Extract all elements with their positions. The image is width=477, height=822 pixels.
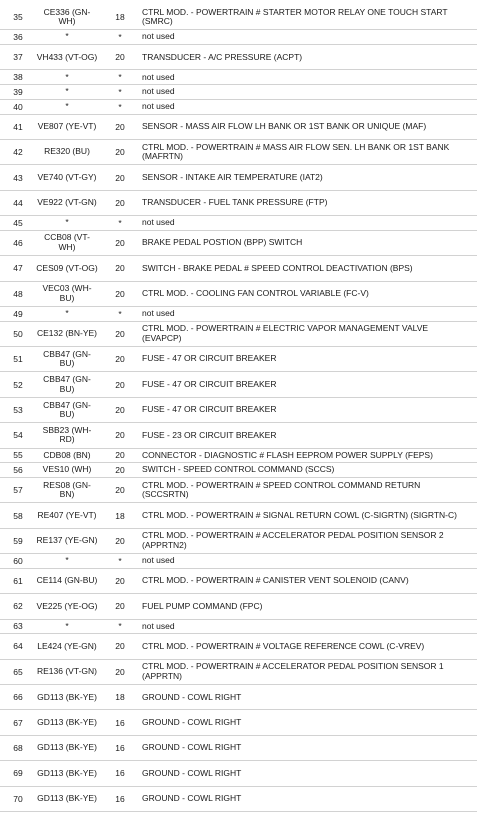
pin-number-cell: 59 <box>13 535 23 546</box>
circuit-function-cell: GROUND - COWL RIGHT <box>142 742 242 753</box>
circuit-function-cell: TRANSDUCER - A/C PRESSURE (ACPT) <box>142 51 303 62</box>
circuit-cell: RES08 (GN-BN) <box>43 479 91 500</box>
circuit-cell: LE424 (YE-GN) <box>37 640 97 651</box>
circuit-function-cell: FUSE - 23 OR CIRCUIT BREAKER <box>142 429 277 440</box>
table-row <box>0 372 477 397</box>
pin-number-cell: 36 <box>13 32 23 43</box>
circuit-function-cell: not used <box>142 308 175 319</box>
wire-gauge-cell: 18 <box>115 12 125 23</box>
pin-number-cell: 56 <box>13 465 23 476</box>
table-row <box>0 282 477 307</box>
table-row <box>0 685 477 710</box>
table-row <box>0 423 477 448</box>
circuit-function-cell: CTRL MOD. - POWERTRAIN # ACCELERATOR PEDAL POSITION SENSOR 1 (APPRTN) <box>142 661 444 681</box>
circuit-cell: RE407 (YE-VT) <box>37 509 97 520</box>
table-row <box>0 100 477 115</box>
circuit-cell: CBB47 (GN-BU) <box>43 399 91 419</box>
circuit-function-cell: FUSE - 47 OR CIRCUIT BREAKER <box>142 378 277 389</box>
wire-gauge-cell: 16 <box>115 793 125 804</box>
circuit-cell: GD113 (BK-YE) <box>37 742 97 753</box>
table-row <box>0 478 477 503</box>
circuit-cell: CBB47 (GN-BU) <box>43 348 91 369</box>
circuit-cell: GD113 (BK-YE) <box>37 793 97 804</box>
circuit-cell: SBB23 (WH-RD) <box>42 424 92 445</box>
circuit-function-cell: CTRL MOD. - POWERTRAIN # ELECTRIC VAPOR MANAGEMENT VALVE (EVAPCP) <box>142 323 429 343</box>
wire-gauge-cell: 20 <box>115 405 125 415</box>
table-row <box>0 554 477 569</box>
circuit-cell: GD113 (BK-YE) <box>37 691 97 702</box>
circuit-cell: CDB08 (BN) <box>43 449 91 460</box>
pin-number-cell: 43 <box>13 172 23 183</box>
wire-gauge-cell: 20 <box>115 354 125 365</box>
table-row <box>0 307 477 322</box>
wire-gauge-cell: 20 <box>115 641 125 652</box>
wire-gauge-cell: 16 <box>115 743 125 754</box>
wire-gauge-cell: * <box>118 621 122 632</box>
circuit-cell: RE136 (VT-GN) <box>37 666 97 677</box>
table-row <box>0 191 477 216</box>
circuit-function-cell: not used <box>142 86 175 97</box>
wire-gauge-cell: 20 <box>115 450 125 461</box>
table-row <box>0 45 477 70</box>
pin-number-cell: 35 <box>13 12 23 23</box>
circuit-cell: VES10 (WH) <box>42 464 92 475</box>
circuit-cell: RE137 (YE-GN) <box>36 535 98 546</box>
table-row <box>0 30 477 45</box>
circuit-cell: * <box>65 100 69 111</box>
circuit-function-cell: GROUND - COWL RIGHT <box>142 691 242 702</box>
circuit-function-cell: CONNECTOR - DIAGNOSTIC # FLASH EEPROM POWER SUPPLY (FEPS) <box>142 449 433 460</box>
wire-gauge-cell: 16 <box>115 717 125 728</box>
table-row <box>0 115 477 140</box>
pin-number-cell: 52 <box>13 379 23 390</box>
circuit-cell: * <box>65 86 69 97</box>
circuit-function-cell: CTRL MOD. - POWERTRAIN # SPEED CONTROL COMMAND RETURN (SCCSRTN) <box>142 479 421 500</box>
wire-gauge-cell: 20 <box>115 535 125 546</box>
circuit-function-cell: CTRL MOD. - POWERTRAIN # ACCELERATOR PEDAL POSITION SENSOR 2 (APPRTN2) <box>142 530 444 550</box>
circuit-cell: * <box>65 217 69 228</box>
pin-number-cell: 63 <box>13 621 23 632</box>
pin-number-cell: 66 <box>13 692 23 703</box>
pin-number-cell: 60 <box>13 555 23 566</box>
pin-number-cell: 44 <box>13 197 23 208</box>
table-row <box>0 5 477 30</box>
wire-gauge-cell: * <box>118 555 122 566</box>
wire-gauge-cell: 20 <box>115 197 125 208</box>
wire-gauge-cell: 20 <box>115 379 125 390</box>
wire-gauge-cell: 20 <box>115 52 125 63</box>
pin-number-cell: 53 <box>13 405 23 415</box>
pin-number-cell: 55 <box>13 450 23 461</box>
circuit-cell: CE132 (BN-YE) <box>37 328 97 339</box>
wire-gauge-cell: 18 <box>115 510 125 521</box>
pin-number-cell: 51 <box>13 354 23 365</box>
pin-number-cell: 70 <box>13 793 23 804</box>
table-row <box>0 660 477 685</box>
circuit-function-cell: FUSE - 47 OR CIRCUIT BREAKER <box>142 404 277 415</box>
circuit-cell: GD113 (BK-YE) <box>37 716 97 727</box>
circuit-function-cell: SWITCH - BRAKE PEDAL # SPEED CONTROL DEACTIVATION (BPS) <box>142 262 413 273</box>
wire-gauge-cell: * <box>118 72 122 83</box>
table-row <box>0 736 477 761</box>
pin-number-cell: 67 <box>13 717 23 728</box>
pin-number-cell: 46 <box>13 237 23 248</box>
circuit-cell: VE807 (YE-VT) <box>37 120 97 131</box>
pin-number-cell: 69 <box>13 768 23 779</box>
table-row <box>0 322 477 347</box>
table-row <box>0 347 477 372</box>
circuit-function-cell: FUEL PUMP COMMAND (FPC) <box>142 600 263 611</box>
wire-gauge-cell: 20 <box>115 485 125 496</box>
wire-gauge-cell: 20 <box>115 288 125 299</box>
circuit-cell: VE922 (VT-GN) <box>37 197 97 208</box>
pin-number-cell: 54 <box>13 430 23 441</box>
table-row <box>0 85 477 100</box>
circuit-cell: VE225 (YE-OG) <box>36 600 98 611</box>
wire-gauge-cell: 20 <box>115 172 125 183</box>
table-row <box>0 594 477 619</box>
pin-number-cell: 38 <box>13 72 23 83</box>
wire-gauge-cell: 20 <box>115 430 125 441</box>
table-row <box>0 449 477 464</box>
wire-gauge-cell: 20 <box>115 576 125 587</box>
pin-number-cell: 50 <box>13 328 23 339</box>
table-row <box>0 216 477 231</box>
circuit-cell: * <box>65 555 69 566</box>
pin-number-cell: 39 <box>13 87 23 97</box>
pin-number-cell: 61 <box>13 576 23 587</box>
wire-gauge-cell: 20 <box>115 237 125 248</box>
circuit-cell: * <box>65 308 69 319</box>
circuit-cell: VH433 (VT-OG) <box>36 51 98 62</box>
circuit-function-cell: BRAKE PEDAL POSTION (BPP) SWITCH <box>142 237 303 248</box>
table-row <box>0 231 477 256</box>
wire-gauge-cell: 16 <box>115 768 125 779</box>
circuit-function-cell: CTRL MOD. - POWERTRAIN # VOLTAGE REFERENCE COWL (C-VREV) <box>142 640 425 651</box>
circuit-function-cell: GROUND - COWL RIGHT <box>142 716 242 727</box>
circuit-function-cell: CTRL MOD. - POWERTRAIN # CANISTER VENT SOLENOID (CANV) <box>142 575 409 586</box>
circuit-function-cell: SENSOR - MASS AIR FLOW LH BANK OR 1ST BANK OR UNIQUE (MAF) <box>142 120 427 131</box>
circuit-function-cell: not used <box>142 71 175 82</box>
table-row <box>0 710 477 735</box>
pin-number-cell: 62 <box>13 601 23 612</box>
circuit-function-cell: GROUND - COWL RIGHT <box>142 767 242 778</box>
circuit-cell: CE336 (GN-WH) <box>43 6 91 27</box>
table-row <box>0 634 477 659</box>
circuit-cell: CES09 (VT-OG) <box>36 262 98 273</box>
wire-gauge-cell: * <box>118 101 122 112</box>
circuit-function-cell: CTRL MOD. - POWERTRAIN # MASS AIR FLOW SEN. LH BANK OR 1ST BANK (MAFRTN) <box>142 141 450 162</box>
table-row <box>0 70 477 85</box>
circuit-function-cell: not used <box>142 31 175 42</box>
circuit-function-cell: not used <box>142 555 175 566</box>
circuit-cell: * <box>65 31 69 42</box>
circuit-cell: CE114 (GN-BU) <box>36 575 98 586</box>
wire-gauge-cell: * <box>118 217 122 228</box>
wire-gauge-cell: * <box>118 87 122 97</box>
circuit-cell: VEC03 (WH-BU) <box>42 283 92 303</box>
circuit-cell: * <box>65 71 69 82</box>
wire-gauge-cell: 20 <box>115 465 125 476</box>
circuit-cell: GD113 (BK-YE) <box>37 767 97 778</box>
pin-number-cell: 65 <box>13 666 23 677</box>
table-row <box>0 761 477 786</box>
circuit-function-cell: FUSE - 47 OR CIRCUIT BREAKER <box>142 353 277 364</box>
table-row <box>0 463 477 478</box>
table-row <box>0 165 477 190</box>
table-row <box>0 140 477 165</box>
wire-gauge-cell: * <box>118 308 122 319</box>
circuit-function-cell: CTRL MOD. - COOLING FAN CONTROL VARIABLE (FC-V) <box>142 288 369 298</box>
wire-gauge-cell: 20 <box>115 147 125 158</box>
circuit-function-cell: not used <box>142 217 175 228</box>
wire-gauge-cell: 20 <box>115 121 125 132</box>
pin-number-cell: 48 <box>13 288 23 299</box>
pin-number-cell: 47 <box>13 263 23 274</box>
circuit-function-cell: SENSOR - INTAKE AIR TEMPERATURE (IAT2) <box>142 171 323 182</box>
pin-number-cell: 37 <box>13 52 23 63</box>
wire-gauge-cell: * <box>118 32 122 43</box>
circuit-cell: CBB47 (GN-BU) <box>43 374 91 394</box>
table-row <box>0 787 477 812</box>
wire-gauge-cell: 20 <box>115 263 125 274</box>
table-row <box>0 529 477 554</box>
table-row <box>0 503 477 528</box>
circuit-cell: CCB08 (VT-WH) <box>44 232 90 252</box>
table-row <box>0 398 477 423</box>
circuit-cell: RE320 (BU) <box>44 146 90 157</box>
table-row <box>0 620 477 635</box>
pin-number-cell: 64 <box>13 641 23 652</box>
pin-number-cell: 49 <box>13 308 23 319</box>
wire-gauge-cell: 20 <box>115 666 125 677</box>
circuit-cell: * <box>65 620 69 631</box>
pin-number-cell: 58 <box>13 510 23 521</box>
circuit-function-cell: SWITCH - SPEED CONTROL COMMAND (SCCS) <box>142 464 335 475</box>
circuit-function-cell: CTRL MOD. - POWERTRAIN # STARTER MOTOR RELAY ONE TOUCH START (SMRC) <box>142 6 448 27</box>
pin-number-cell: 68 <box>13 743 23 754</box>
circuit-function-cell: TRANSDUCER - FUEL TANK PRESSURE (FTP) <box>142 197 328 208</box>
circuit-cell: VE740 (VT-GY) <box>37 171 97 182</box>
circuit-function-cell: not used <box>142 100 175 111</box>
connector-pinout-table <box>0 5 477 812</box>
wire-gauge-cell: 20 <box>115 328 125 339</box>
pin-number-cell: 40 <box>13 101 23 112</box>
pin-number-cell: 41 <box>13 121 23 132</box>
pin-number-cell: 57 <box>13 485 23 496</box>
wire-gauge-cell: 18 <box>115 692 125 703</box>
circuit-function-cell: not used <box>142 620 175 631</box>
table-row <box>0 569 477 594</box>
circuit-function-cell: GROUND - COWL RIGHT <box>142 793 242 804</box>
wire-gauge-cell: 20 <box>115 601 125 612</box>
table-row <box>0 256 477 281</box>
circuit-function-cell: CTRL MOD. - POWERTRAIN # SIGNAL RETURN COWL (C-SIGRTN) (SIGRTN-C) <box>142 509 457 520</box>
pin-number-cell: 45 <box>13 217 23 228</box>
pin-number-cell: 42 <box>13 147 23 158</box>
